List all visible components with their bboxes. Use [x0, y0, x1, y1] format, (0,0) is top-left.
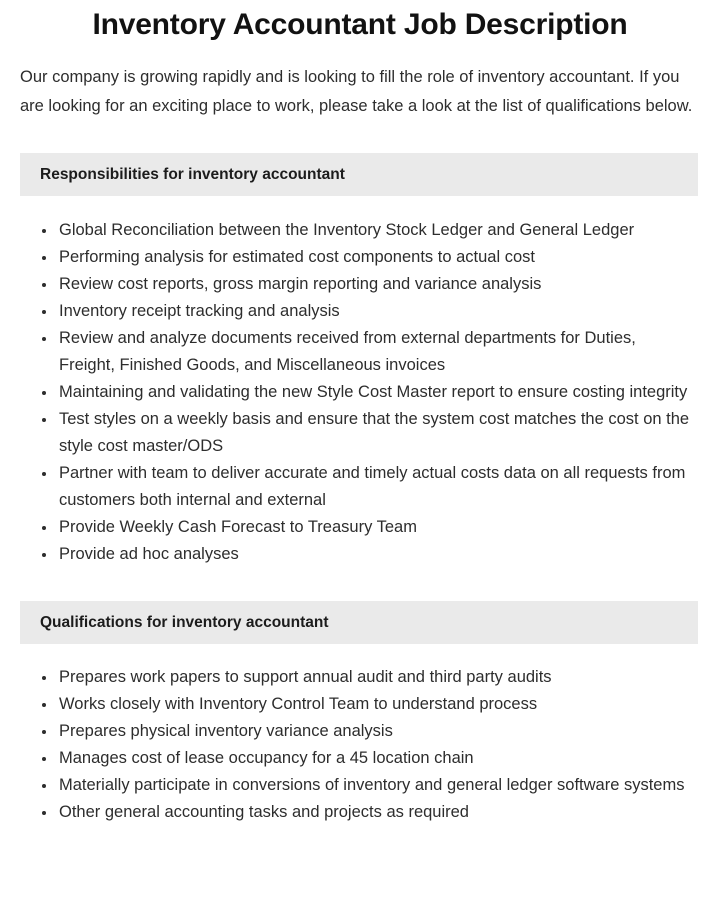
section-header-qualifications: Qualifications for inventory accountant — [20, 601, 698, 644]
list-item: Materially participate in conversions of inventory and general ledger software systems — [0, 772, 720, 799]
list-item: Prepares physical inventory variance analysis — [0, 718, 720, 745]
spacer-between-sections — [0, 568, 720, 601]
list-item: Provide Weekly Cash Forecast to Treasury Team — [0, 514, 720, 541]
list-item: Performing analysis for estimated cost components to actual cost — [0, 244, 720, 271]
spacer-after-qualifications-header — [0, 644, 720, 664]
list-item: Inventory receipt tracking and analysis — [0, 298, 720, 325]
list-item: Manages cost of lease occupancy for a 45 location chain — [0, 745, 720, 772]
list-item: Other general accounting tasks and projects as required — [0, 799, 720, 826]
responsibilities-list — [0, 217, 720, 568]
list-item: Provide ad hoc analyses — [0, 541, 720, 568]
intro-paragraph: Our company is growing rapidly and is looking to fill the role of inventory accountant. If you are looking for an exciting place to work, please take a look at the list of qualifications below. — [20, 68, 693, 115]
list-item: Test styles on a weekly basis and ensure that the system cost matches the cost on the style cost master/ODS — [0, 406, 720, 460]
section-qualifications — [0, 601, 720, 826]
list-item: Partner with team to deliver accurate and timely actual costs data on all requests from customers both internal and external — [0, 460, 720, 514]
list-item: Maintaining and validating the new Style Cost Master report to ensure costing integrity — [0, 379, 720, 406]
section-header-responsibilities: Responsibilities for inventory accountant — [20, 153, 698, 196]
list-item: Global Reconciliation between the Inventory Stock Ledger and General Ledger — [0, 217, 720, 244]
spacer-before-responsibilities — [0, 121, 720, 153]
qualifications-list — [0, 664, 720, 826]
section-responsibilities — [0, 153, 720, 568]
list-item: Review cost reports, gross margin reporting and variance analysis — [0, 271, 720, 298]
page-title: Inventory Accountant Job Description — [92, 8, 628, 41]
list-item: Review and analyze documents received from external departments for Duties, Freight, Finished Goods, and Miscellaneous invoices — [0, 325, 720, 379]
list-item: Prepares work papers to support annual audit and third party audits — [0, 664, 720, 691]
spacer-after-responsibilities-header — [0, 196, 720, 217]
list-item: Works closely with Inventory Control Team to understand process — [0, 691, 720, 718]
